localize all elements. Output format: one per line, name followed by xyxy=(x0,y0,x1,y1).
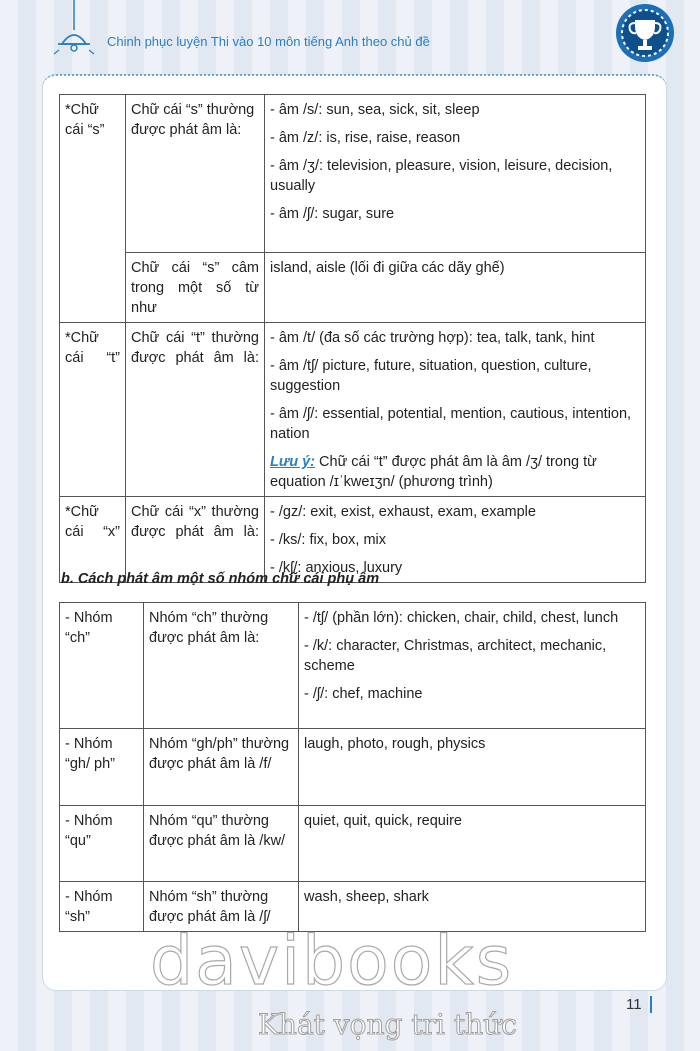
rule-cell: Nhóm “qu” thường được phát âm là /kw/ xyxy=(144,806,299,882)
letter-cell: *Chữ cái “x” xyxy=(60,497,126,583)
table-letter-pronunciation xyxy=(59,94,646,583)
letter-cell: *Chữ cái “s” xyxy=(60,95,126,323)
table-consonant-groups xyxy=(59,602,646,932)
letter-cell: *Chữ cái “t” xyxy=(60,323,126,497)
example-line: - âm /ʃ/: sugar, sure xyxy=(270,206,395,222)
example-line: - /gz/: exit, exist, exhaust, exam, example xyxy=(270,504,536,520)
rule-cell: Chữ cái “x” thường được phát âm là: xyxy=(126,497,265,583)
table-row xyxy=(60,806,646,882)
example-line: - âm /z/: is, rise, raise, reason xyxy=(270,130,461,146)
note-label: Lưu ý: xyxy=(270,454,315,470)
table-row xyxy=(60,729,646,806)
group-cell: - Nhóm “gh/ ph” xyxy=(60,729,144,806)
example-line: - âm /tʃ/ picture, future, situation, question, culture, suggestion xyxy=(270,358,592,394)
header-title: Chinh phục luyện Thi vào 10 môn tiếng Anh theo chủ đề xyxy=(107,34,430,49)
example-line: - /ks/: fix, box, mix xyxy=(270,532,387,548)
table-row xyxy=(60,95,646,253)
group-cell: - Nhóm “ch” xyxy=(60,603,144,729)
examples-cell xyxy=(299,729,646,806)
example-line: - âm /t/ (đa số các trường hợp): tea, talk, tank, hint xyxy=(270,330,595,346)
watermark: davibooks xyxy=(150,922,514,1001)
example-line: - /tʃ/ (phần lớn): chicken, chair, child, chest, lunch xyxy=(304,610,619,626)
note-line xyxy=(270,452,640,492)
page-number: 11 xyxy=(626,996,652,1013)
example-line: - /kʃ/: anxious, luxury xyxy=(270,560,403,576)
examples-cell xyxy=(299,603,646,729)
note-text: Chữ cái “t” được phát âm là âm /ʒ/ trong từ equation /ɪˈkweɪʒn/ (phương trình) xyxy=(270,454,597,490)
rule-cell: Nhóm “ch” thường được phát âm là: xyxy=(144,603,299,729)
section-heading: b. Cách phát âm một số nhóm chữ cái phụ âm xyxy=(61,571,380,587)
table-row xyxy=(60,253,646,323)
rule-cell: Nhóm “sh” thường được phát âm là /ʃ/ xyxy=(144,882,299,932)
rule-cell: Chữ cái “s” thường được phát âm là: xyxy=(126,95,265,253)
examples-cell xyxy=(265,95,646,253)
example-line: - âm /ʒ/: television, pleasure, vision, leisure, decision, usually xyxy=(270,158,613,194)
examples-cell xyxy=(265,253,646,323)
example-line: quiet, quit, quick, require xyxy=(304,813,462,829)
rule-cell: Chữ cái “s” câm trong một số từ như xyxy=(126,253,265,323)
rule-cell: Chữ cái “t” thường được phát âm là: xyxy=(126,323,265,497)
table-row xyxy=(60,603,646,729)
example-line: - /k/: character, Christmas, architect, mechanic, scheme xyxy=(304,638,607,674)
lamp-icon xyxy=(48,0,100,56)
table-row xyxy=(60,323,646,497)
trophy-icon xyxy=(614,2,676,64)
example-line: laugh, photo, rough, physics xyxy=(304,736,486,752)
group-cell: - Nhóm “sh” xyxy=(60,882,144,932)
examples-cell xyxy=(299,806,646,882)
example-line: - /ʃ/: chef, machine xyxy=(304,686,423,702)
examples-cell xyxy=(265,497,646,583)
example-line: - âm /ʃ/: essential, potential, mention, cautious, intention, nation xyxy=(270,406,632,442)
example-line: wash, sheep, shark xyxy=(304,889,429,905)
table-row xyxy=(60,497,646,583)
group-cell: - Nhóm “qu” xyxy=(60,806,144,882)
watermark-tagline: Khát vọng tri thức xyxy=(258,1008,517,1041)
examples-cell xyxy=(265,323,646,497)
rule-cell: Nhóm “gh/ph” thường được phát âm là /f/ xyxy=(144,729,299,806)
example-line: - âm /s/: sun, sea, sick, sit, sleep xyxy=(270,102,480,118)
example-line: island, aisle (lối đi giữa các dãy ghế) xyxy=(270,260,505,276)
